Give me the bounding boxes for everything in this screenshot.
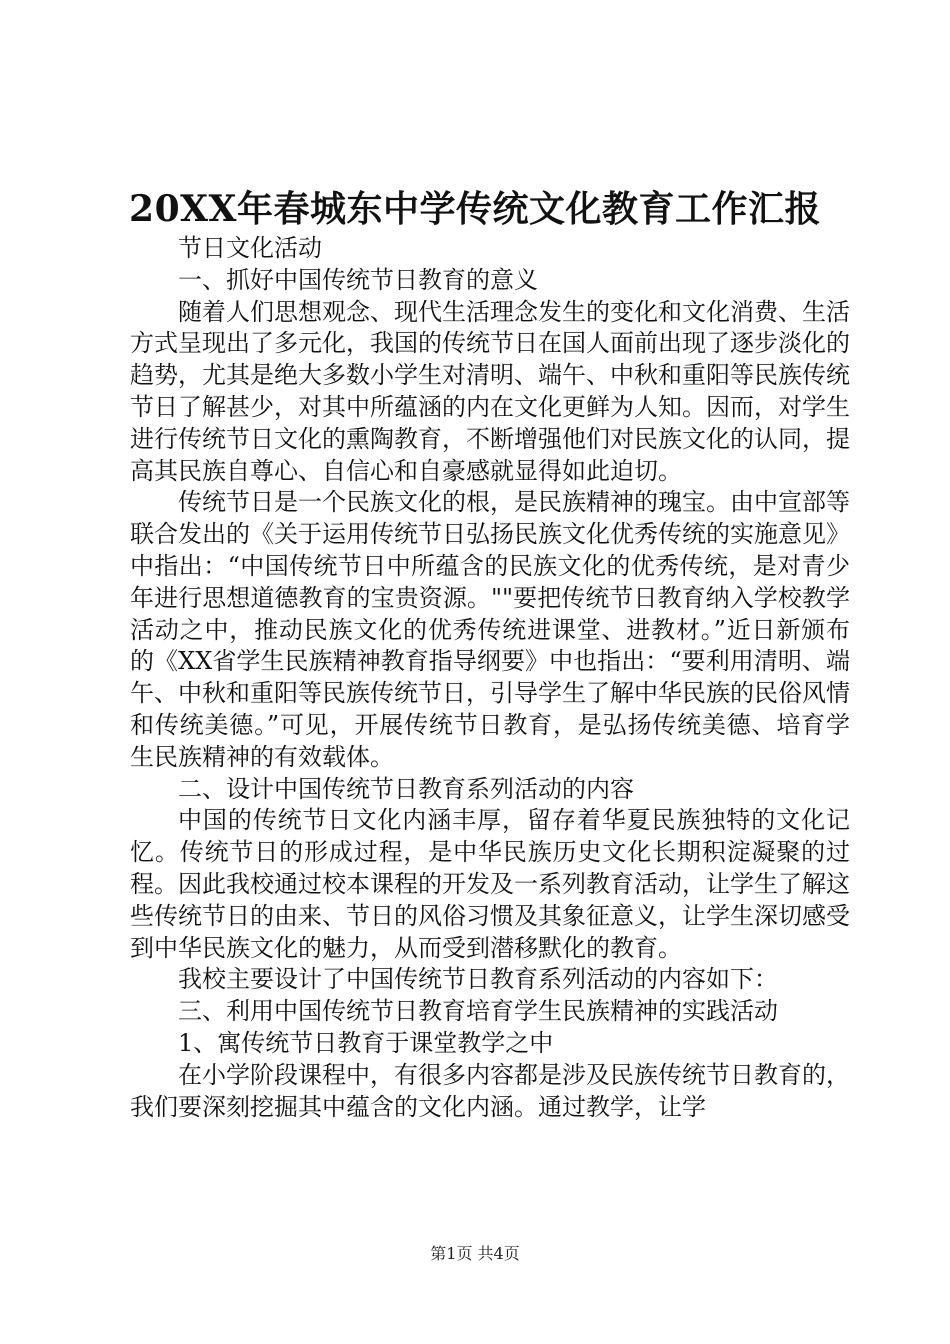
paragraph-subheading-1: 1、寓传统节日教育于课堂教学之中: [178, 1028, 554, 1057]
document-body: [130, 233, 850, 1123]
paragraph: 我校主要设计了中国传统节日教育系列活动的内容如下：: [178, 965, 778, 994]
paragraph: 中国的传统节日文化内涵丰厚，留存着华夏民族独特的文化记忆。传统节日的形成过程，是中华民族历史文化长期积淀凝聚的过程。因此我校通过校本课程的开发及一系列教育活动，让学生了解这些传统节日的由来、节日的风俗习惯及其象征意义，让学生深切感受到中华民族文化的魅力，从而受到潜移默化的教育。: [130, 806, 850, 962]
paragraph: 随着人们思想观念、现代生活理念发生的变化和文化消费、生活方式呈现出了多元化，我国的传统节日在国人面前出现了逐步淡化的趋势，尤其是绝大多数小学生对清明、端午、中秋和重阳等民族传统节日了解甚少，对其中所蕴涵的内在文化更鲜为人知。因而，对学生进行传统节日文化的熏陶教育，不断增强他们对民族文化的认同，提高其民族自尊心、自信心和自豪感就显得如此迫切。: [130, 297, 850, 485]
paragraph-heading-1: 一、抓好中国传统节日教育的意义: [178, 265, 538, 294]
paragraph: 传统节日是一个民族文化的根，是民族精神的瑰宝。由中宣部等联合发出的《关于运用传统节日弘扬民族文化优秀传统的实施意见》中指出：“中国传统节日中所蕴含的民族文化的优秀传统，是对青少年进行思想道德教育的宝贵资源。""要把传统节日教育纳入学校教学活动之中，推动民族文化的优秀传统进课堂、进教材。”近日新颁布的《XX省学生民族精神教育指导纲要》中也指出：“要利用清明、端午、中秋和重阳等民族传统节日，引导学生了解中华民族的民俗风情和传统美德。”可见，开展传统节日教育，是弘扬传统美德、培育学生民族精神的有效载体。: [130, 488, 850, 771]
paragraph: 在小学阶段课程中，有很多内容都是涉及民族传统节日教育的，我们要深刻挖掘其中蕴含的文化内涵。通过教学，让学: [130, 1060, 850, 1121]
paragraph-section-heading: 节日文化活动: [178, 234, 322, 262]
paragraph-heading-3: 三、利用中国传统节日教育培育学生民族精神的实践活动: [178, 997, 778, 1026]
document-title: 20XX年春城东中学传统文化教育工作汇报: [129, 188, 821, 230]
paragraph-heading-2: 二、设计中国传统节日教育系列活动的内容: [178, 774, 634, 803]
page-footer: 第1页 共4页: [430, 1244, 520, 1263]
